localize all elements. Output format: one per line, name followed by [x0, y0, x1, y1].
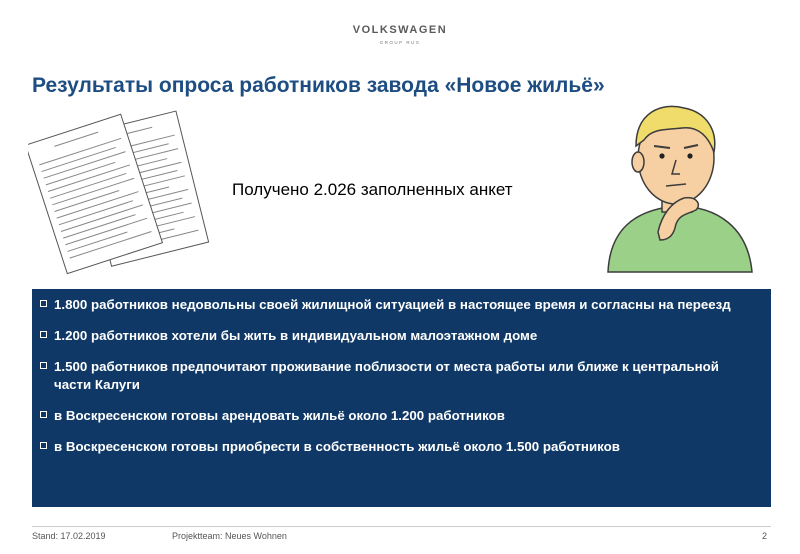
checkbox-bullet-icon: [40, 300, 47, 307]
footer-project: Projektteam: Neues Wohnen: [172, 531, 287, 541]
checkbox-bullet-icon: [40, 442, 47, 449]
logo-subtitle: GROUP RUS: [379, 40, 421, 45]
list-item: [40, 296, 753, 314]
footer-date: Stand: 17.02.2019: [32, 531, 106, 541]
list-item: [40, 407, 753, 425]
list-item-text: 1.200 работников хотели бы жить в индивидуальном малоэтажном доме: [54, 328, 538, 343]
logo-brand: VOLKSWAGEN: [352, 24, 448, 36]
list-item-text: в Воскресенском готовы приобрести в собственность жильё около 1.500 работников: [54, 439, 620, 454]
page-title: Результаты опроса работников завода «Новое жильё»: [32, 74, 605, 97]
checkbox-bullet-icon: [40, 362, 47, 369]
thinking-person-icon: [600, 102, 760, 274]
questionnaire-documents-icon: [28, 105, 228, 275]
checkbox-bullet-icon: [40, 411, 47, 418]
checkbox-bullet-icon: [40, 331, 47, 338]
survey-results-panel: [32, 289, 771, 507]
list-item: [40, 358, 753, 394]
footer-divider: [32, 526, 771, 527]
list-item-text: в Воскресенском готовы арендовать жильё около 1.200 работников: [54, 408, 505, 423]
received-count-text: Получено 2.026 заполненных анкет: [232, 180, 513, 199]
page-number: 2: [762, 531, 768, 541]
list-item: [40, 438, 753, 456]
list-item: [40, 327, 753, 345]
list-item-text: 1.500 работников предпочитают проживание поблизости от места работы или ближе к центральной части Калуги: [54, 359, 719, 392]
results-list: [32, 289, 771, 456]
list-item-text: 1.800 работников недовольны своей жилищной ситуацией в настоящее время и согласны на переезд: [54, 297, 731, 312]
